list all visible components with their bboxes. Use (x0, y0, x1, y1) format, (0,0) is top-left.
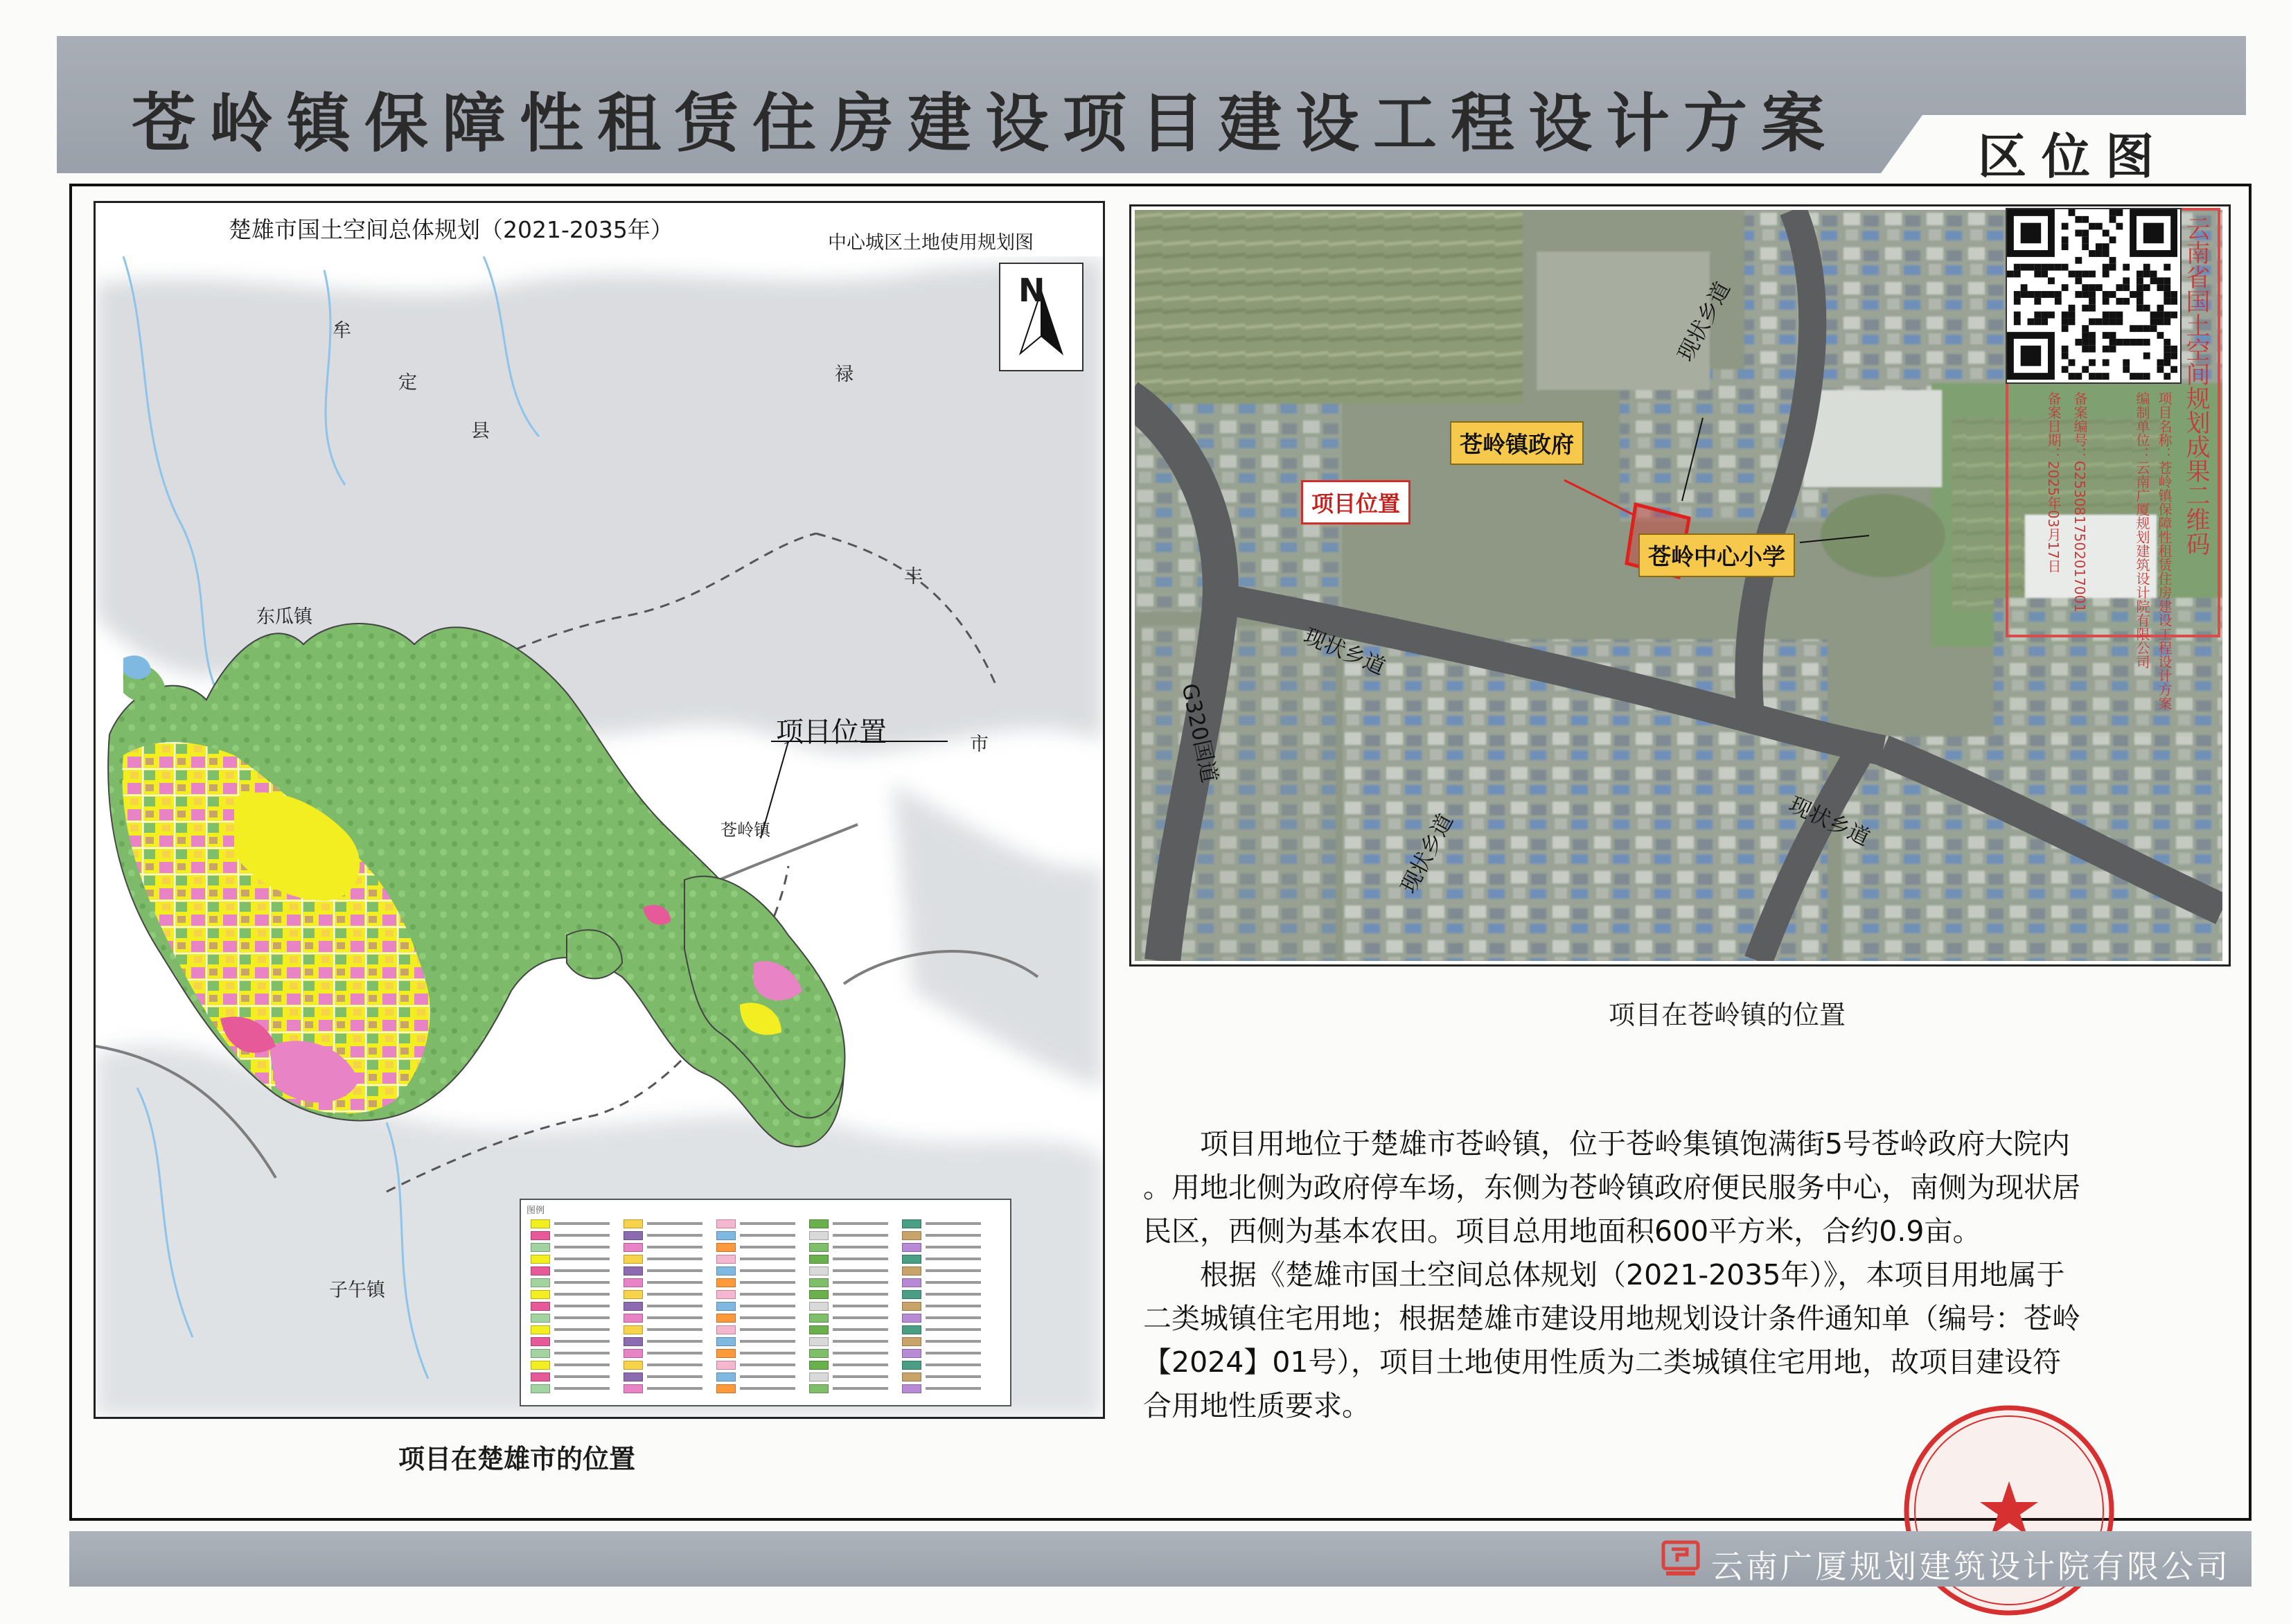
legend-swatch (902, 1302, 921, 1311)
legend-text-placeholder (554, 1246, 610, 1248)
legend-text-placeholder (833, 1293, 888, 1296)
legend-swatch (902, 1349, 921, 1358)
legend-item (809, 1218, 902, 1229)
legend-swatch (809, 1373, 829, 1382)
legend-swatch (809, 1349, 829, 1358)
legend-title: 图例 (527, 1206, 545, 1216)
legend-text-placeholder (554, 1316, 610, 1319)
legend-item (716, 1336, 809, 1347)
legend-item (716, 1277, 809, 1288)
legend-text-placeholder (926, 1375, 981, 1378)
legend-item (902, 1324, 995, 1335)
legend-swatch (902, 1384, 921, 1393)
legend-item (531, 1371, 623, 1382)
legend-text-placeholder (833, 1352, 888, 1354)
legend-swatch (623, 1290, 643, 1299)
legend-item (531, 1277, 623, 1288)
legend-swatch (531, 1219, 550, 1228)
legend-text-placeholder (554, 1363, 610, 1366)
legend-swatch (531, 1266, 550, 1276)
legend-swatch (716, 1337, 736, 1346)
legend-text-placeholder (740, 1281, 795, 1284)
legend-text-placeholder (926, 1246, 981, 1248)
legend-swatch (623, 1325, 643, 1334)
legend-text-placeholder (554, 1269, 610, 1272)
legend-swatch (623, 1266, 643, 1276)
legend-text-placeholder (554, 1281, 610, 1284)
legend-item (716, 1242, 809, 1253)
place-label-ding: 定 (398, 372, 417, 394)
legend-text-placeholder (554, 1352, 610, 1354)
legend-item (902, 1265, 995, 1276)
legend-swatch (623, 1278, 643, 1287)
description-line-3: 民区，西侧为基本农田。项目总用地面积600平方米，合约0.9亩。 (1143, 1215, 1981, 1248)
legend-swatch (902, 1255, 921, 1264)
footer-company-name: 云南广厦规划建筑设计院有限公司 (1711, 1548, 2231, 1585)
legend-swatch (623, 1373, 643, 1382)
legend-text-placeholder (833, 1269, 888, 1272)
legend-text-placeholder (833, 1281, 888, 1284)
planning-map-title: 楚雄市国土空间总体规划（2021-2035年） (229, 216, 673, 243)
legend-swatch (531, 1290, 550, 1299)
legend-item (809, 1371, 902, 1382)
legend-item (623, 1348, 716, 1359)
place-label-xian: 县 (471, 421, 490, 442)
legend-item (716, 1218, 809, 1229)
north-label: N (1018, 272, 1045, 309)
legend-text-placeholder (740, 1316, 795, 1319)
legend-item (716, 1312, 809, 1323)
legend-text-placeholder (833, 1363, 888, 1366)
place-label-shi: 市 (970, 734, 989, 755)
legend-item (902, 1371, 995, 1382)
road-label-east: 现状乡道 (1785, 792, 1874, 851)
legend-item (716, 1289, 809, 1300)
legend-text-placeholder (926, 1340, 981, 1343)
legend-swatch (902, 1243, 921, 1252)
legend-swatch (531, 1361, 550, 1370)
approval-stamp-title: 云南省国土空间规划成果二维码 (2182, 216, 2210, 556)
legend-item (902, 1348, 995, 1359)
legend-item (531, 1253, 623, 1264)
legend-text-placeholder (740, 1375, 795, 1378)
legend-swatch (716, 1384, 736, 1393)
legend-item (623, 1230, 716, 1241)
legend-text-placeholder (647, 1375, 702, 1378)
legend-swatch (902, 1219, 921, 1228)
legend-swatch (623, 1302, 643, 1311)
legend-text-placeholder (554, 1305, 610, 1307)
legend-item (809, 1359, 902, 1370)
legend-item (809, 1242, 902, 1253)
legend-text-placeholder (926, 1316, 981, 1319)
legend-swatch (809, 1384, 829, 1393)
legend-item (902, 1359, 995, 1370)
road-label-north: 现状乡道 (1673, 277, 1736, 366)
legend-swatch (902, 1278, 921, 1287)
legend-text-placeholder (647, 1281, 702, 1284)
stamp-issuer: 编制单位：云南广厦规划建筑设计院有限公司 (2134, 391, 2150, 669)
legend-item (531, 1324, 623, 1335)
legend-text-placeholder (554, 1387, 610, 1390)
legend-swatch (902, 1373, 921, 1382)
legend-text-placeholder (554, 1328, 610, 1331)
legend-text-placeholder (740, 1257, 795, 1260)
legend-swatch (716, 1302, 736, 1311)
legend-item (531, 1242, 623, 1253)
legend-swatch (809, 1278, 829, 1287)
place-label-feng: 丰 (904, 566, 923, 588)
legend-item (531, 1218, 623, 1229)
qr-code-graphic (2007, 209, 2177, 380)
legend-item (531, 1265, 623, 1276)
legend-item (902, 1230, 995, 1241)
legend-text-placeholder (833, 1316, 888, 1319)
legend-text-placeholder (554, 1293, 610, 1296)
legend-swatch (902, 1290, 921, 1299)
legend-swatch (809, 1290, 829, 1299)
stamp-record-number: 备案编号：G2530817502017001 (2071, 391, 2088, 613)
map-legend (520, 1199, 1011, 1406)
legend-swatch (531, 1255, 550, 1264)
legend-text-placeholder (647, 1222, 702, 1225)
company-logo-icon (1659, 1539, 1702, 1578)
legend-text-placeholder (740, 1328, 795, 1331)
legend-swatch (623, 1314, 643, 1323)
legend-swatch (716, 1325, 736, 1334)
legend-item (531, 1300, 623, 1312)
legend-item (531, 1383, 623, 1394)
legend-item (623, 1383, 716, 1394)
legend-item (902, 1336, 995, 1347)
legend-text-placeholder (740, 1352, 795, 1354)
legend-text-placeholder (740, 1387, 795, 1390)
legend-text-placeholder (833, 1340, 888, 1343)
legend-swatch (902, 1325, 921, 1334)
planning-map-subtitle: 中心城区土地使用规划图 (828, 232, 1034, 254)
legend-swatch (716, 1243, 736, 1252)
legend-text-placeholder (554, 1234, 610, 1237)
legend-item (623, 1371, 716, 1382)
legend-item (809, 1312, 902, 1323)
legend-item (716, 1230, 809, 1241)
legend-item (623, 1277, 716, 1288)
place-label-dongguazhen: 东瓜镇 (256, 606, 312, 628)
legend-swatch (809, 1266, 829, 1276)
legend-text-placeholder (740, 1305, 795, 1307)
legend-text-placeholder (926, 1352, 981, 1354)
description-line-1: 项目用地位于楚雄市苍岭镇，位于苍岭集镇饱满街5号苍岭政府大院内 (1200, 1127, 2071, 1160)
legend-swatch (531, 1325, 550, 1334)
legend-text-placeholder (833, 1328, 888, 1331)
legend-item (809, 1230, 902, 1241)
legend-item (716, 1359, 809, 1370)
legend-item (531, 1348, 623, 1359)
legend-text-placeholder (647, 1257, 702, 1260)
legend-item (902, 1277, 995, 1288)
legend-item (716, 1300, 809, 1312)
description-line-7: 合用地性质要求。 (1143, 1389, 1370, 1422)
legend-text-placeholder (926, 1257, 981, 1260)
government-label: 苍岭镇政府 (1450, 421, 1584, 465)
legend-swatch (531, 1384, 550, 1393)
legend-item (716, 1324, 809, 1335)
legend-text-placeholder (740, 1293, 795, 1296)
place-label-canglingzhen: 苍岭镇 (720, 820, 770, 840)
legend-text-placeholder (647, 1305, 702, 1307)
place-label-lu: 禄 (835, 364, 853, 385)
legend-text-placeholder (926, 1293, 981, 1296)
legend-swatch (531, 1314, 550, 1323)
legend-text-placeholder (647, 1387, 702, 1390)
legend-item (902, 1218, 995, 1229)
legend-swatch (902, 1337, 921, 1346)
legend-swatch (902, 1314, 921, 1323)
legend-item (531, 1230, 623, 1241)
legend-item (623, 1218, 716, 1229)
legend-item (531, 1359, 623, 1370)
legend-swatch (716, 1231, 736, 1240)
legend-item (902, 1253, 995, 1264)
legend-swatch (809, 1337, 829, 1346)
legend-item (623, 1359, 716, 1370)
legend-swatch (531, 1302, 550, 1311)
legend-swatch (531, 1231, 550, 1240)
road-label-south: 现状乡道 (1396, 809, 1459, 898)
school-label: 苍岭中心小学 (1638, 533, 1795, 577)
legend-item (902, 1289, 995, 1300)
legend-item (623, 1242, 716, 1253)
legend-text-placeholder (926, 1281, 981, 1284)
legend-swatch (716, 1219, 736, 1228)
legend-swatch (902, 1231, 921, 1240)
legend-swatch (623, 1243, 643, 1252)
legend-item (809, 1253, 902, 1264)
legend-swatch (809, 1219, 829, 1228)
seal-graphic (1898, 1400, 2120, 1621)
satellite-map-caption: 项目在苍岭镇的位置 (1609, 1000, 1846, 1030)
legend-text-placeholder (554, 1222, 610, 1225)
legend-text-placeholder (740, 1222, 795, 1225)
legend-item (902, 1383, 995, 1394)
legend-swatch (809, 1325, 829, 1334)
legend-swatch (809, 1243, 829, 1252)
legend-item (623, 1336, 716, 1347)
sheet-title: 区位图 (1978, 127, 2169, 185)
legend-text-placeholder (833, 1246, 888, 1248)
legend-item (902, 1300, 995, 1312)
legend-swatch (809, 1255, 829, 1264)
legend-item (716, 1383, 809, 1394)
place-label-ziwuzhen: 子午镇 (329, 1280, 385, 1301)
legend-swatch (716, 1373, 736, 1382)
legend-text-placeholder (647, 1234, 702, 1237)
legend-swatch (531, 1243, 550, 1252)
legend-item (531, 1312, 623, 1323)
qr-code-icon (2006, 208, 2182, 384)
legend-swatch (809, 1314, 829, 1323)
legend-item (809, 1265, 902, 1276)
legend-text-placeholder (926, 1222, 981, 1225)
legend-text-placeholder (833, 1305, 888, 1307)
legend-swatch (623, 1337, 643, 1346)
legend-text-placeholder (833, 1234, 888, 1237)
legend-swatch (716, 1266, 736, 1276)
legend-text-placeholder (647, 1316, 702, 1319)
legend-swatch (809, 1231, 829, 1240)
legend-swatch (623, 1384, 643, 1393)
stamp-project-name: 项目名称：苍岭镇保障性租赁住房建设工程设计方案 (2156, 391, 2173, 710)
legend-text-placeholder (647, 1352, 702, 1354)
legend-item (716, 1253, 809, 1264)
legend-item (531, 1289, 623, 1300)
legend-swatch (623, 1255, 643, 1264)
legend-grid (531, 1218, 995, 1394)
legend-text-placeholder (833, 1257, 888, 1260)
legend-swatch (531, 1349, 550, 1358)
legend-swatch (716, 1255, 736, 1264)
legend-text-placeholder (647, 1340, 702, 1343)
legend-text-placeholder (926, 1328, 981, 1331)
description-line-4: 根据《楚雄市国土空间总体规划（2021-2035年）》，本项目用地属于 (1200, 1258, 2065, 1291)
legend-item (623, 1324, 716, 1335)
legend-item (623, 1300, 716, 1312)
legend-text-placeholder (926, 1269, 981, 1272)
page-title: 苍岭镇保障性租赁住房建设项目建设工程设计方案 (132, 86, 1839, 161)
legend-text-placeholder (647, 1328, 702, 1331)
legend-swatch (531, 1337, 550, 1346)
legend-item (623, 1253, 716, 1264)
legend-item (716, 1371, 809, 1382)
legend-text-placeholder (554, 1257, 610, 1260)
legend-text-placeholder (833, 1387, 888, 1390)
legend-swatch (623, 1349, 643, 1358)
legend-item (902, 1242, 995, 1253)
legend-text-placeholder (647, 1246, 702, 1248)
legend-item (809, 1336, 902, 1347)
company-seal (1898, 1400, 2120, 1621)
legend-text-placeholder (740, 1234, 795, 1237)
legend-item (809, 1324, 902, 1335)
legend-swatch (716, 1349, 736, 1358)
planning-map-caption: 项目在楚雄市的位置 (398, 1444, 636, 1474)
legend-item (809, 1300, 902, 1312)
legend-item (623, 1312, 716, 1323)
legend-text-placeholder (926, 1387, 981, 1390)
legend-swatch (716, 1361, 736, 1370)
legend-swatch (809, 1302, 829, 1311)
place-label-mou: 牟 (333, 320, 351, 342)
legend-item (809, 1348, 902, 1359)
legend-swatch (716, 1314, 736, 1323)
site-label: 项目位置 (1301, 480, 1410, 524)
legend-text-placeholder (740, 1246, 795, 1248)
project-location-label: 项目位置 (776, 716, 887, 748)
legend-text-placeholder (926, 1363, 981, 1366)
legend-swatch (809, 1361, 829, 1370)
legend-text-placeholder (740, 1363, 795, 1366)
legend-item (809, 1289, 902, 1300)
legend-swatch (531, 1373, 550, 1382)
legend-text-placeholder (926, 1234, 981, 1237)
legend-swatch (623, 1361, 643, 1370)
legend-text-placeholder (833, 1375, 888, 1378)
legend-text-placeholder (554, 1340, 610, 1343)
legend-text-placeholder (833, 1222, 888, 1225)
legend-item (623, 1265, 716, 1276)
legend-item (809, 1277, 902, 1288)
legend-text-placeholder (926, 1305, 981, 1307)
road-label-west: 现状乡道 (1300, 623, 1389, 680)
legend-text-placeholder (647, 1269, 702, 1272)
legend-text-placeholder (740, 1340, 795, 1343)
legend-swatch (623, 1219, 643, 1228)
legend-item (623, 1289, 716, 1300)
legend-text-placeholder (740, 1269, 795, 1272)
legend-text-placeholder (647, 1293, 702, 1296)
road-label-national: G320国道 (1176, 681, 1222, 785)
legend-swatch (902, 1266, 921, 1276)
legend-swatch (623, 1231, 643, 1240)
description-line-6: 【2024】01号），项目土地使用性质为二类城镇住宅用地，故项目建设符 (1143, 1345, 2062, 1379)
legend-item (716, 1265, 809, 1276)
legend-item (902, 1312, 995, 1323)
legend-swatch (716, 1290, 736, 1299)
legend-text-placeholder (554, 1375, 610, 1378)
legend-swatch (902, 1361, 921, 1370)
description-line-2: 。用地北侧为政府停车场，东侧为苍岭镇政府便民服务中心，南侧为现状居 (1143, 1171, 2080, 1204)
legend-text-placeholder (647, 1363, 702, 1366)
legend-swatch (716, 1278, 736, 1287)
legend-item (809, 1383, 902, 1394)
stamp-record-date: 备案日期：2025年03月17日 (2045, 391, 2062, 573)
description-line-5: 二类城镇住宅用地；根据楚雄市建设用地规划设计条件通知单（编号：苍岭 (1143, 1302, 2080, 1335)
legend-swatch (531, 1278, 550, 1287)
legend-item (716, 1348, 809, 1359)
legend-item (531, 1336, 623, 1347)
